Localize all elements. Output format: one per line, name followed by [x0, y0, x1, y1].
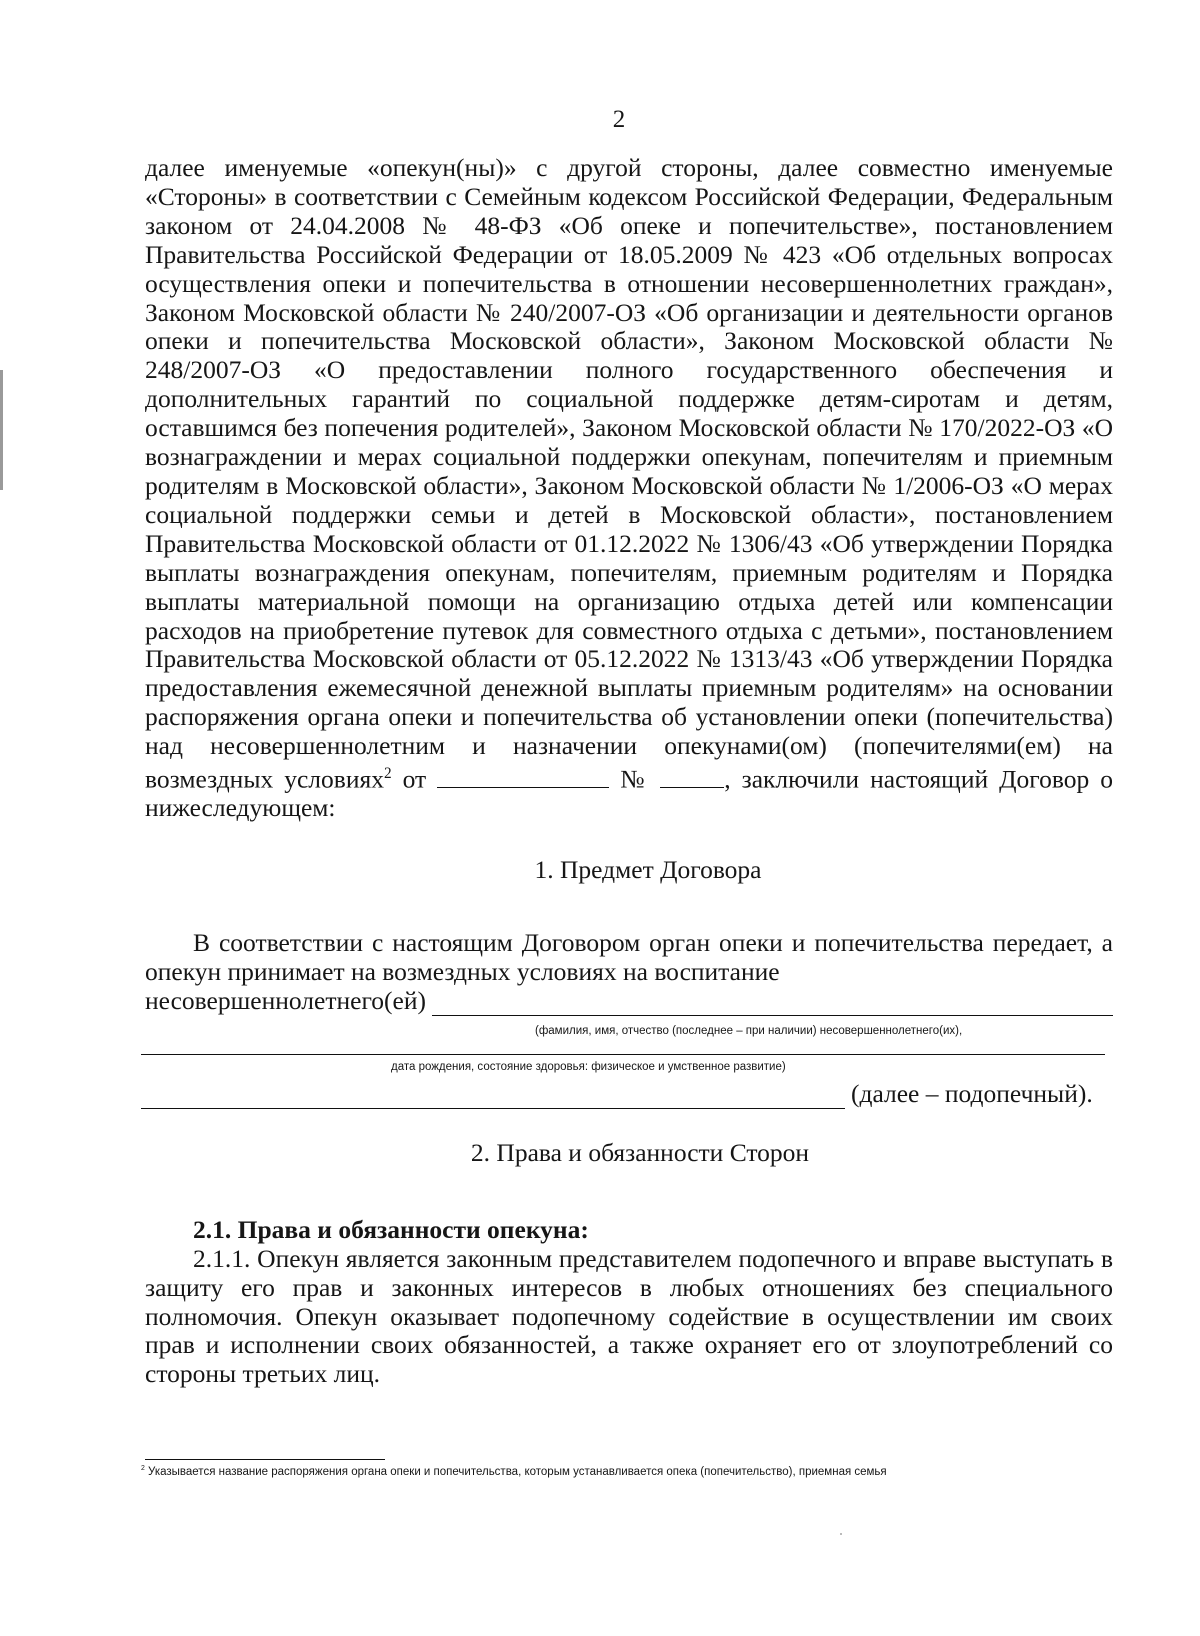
ward-tail: (далее – подопечный). — [851, 1078, 1093, 1108]
number-blank[interactable] — [660, 761, 724, 788]
ward-details-caption: дата рождения, состояние здоровья: физическое и умственное развитие) — [391, 1060, 786, 1073]
scan-edge-mark — [0, 370, 3, 490]
footnote — [141, 1466, 1141, 1478]
footnote-marker: 2 — [141, 1465, 145, 1473]
number-sign: № — [609, 764, 661, 794]
scan-speck — [840, 1533, 842, 1535]
date-blank[interactable] — [437, 761, 609, 788]
ward-final-line — [145, 1080, 1113, 1109]
document-body — [145, 154, 1113, 1389]
section-1-heading: 1. Предмет Договора — [534, 855, 762, 885]
ward-extra-blank[interactable] — [141, 1086, 845, 1109]
ward-details-blank[interactable] — [141, 1038, 1105, 1055]
ward-label: несовершеннолетнего(ей) — [145, 986, 426, 1016]
footnote-reference: 2 — [383, 765, 392, 783]
page-number: 2 — [612, 106, 626, 133]
section-1-text: В соответствии с настоящим Договором орган опеки и попечительства передает, а опекун принимает на возмездных условиях на воспитание — [145, 928, 1113, 987]
clause-2-1-1-text: 2.1.1. Опекун является законным представителем подопечного и вправе выступать в защиту его прав и законных интересов в любых отношениях без специального полномочия. Опекун оказывает подопечному содействие в осуществлении им своих прав и исполнении своих обязанностей, а также охраняет его от злоупотреблений со стороны третьих лиц. — [145, 1243, 1113, 1389]
section-1-paragraph — [145, 929, 1113, 987]
from-label: от — [391, 764, 438, 794]
section-2-heading: 2. Права и обязанности Сторон — [470, 1137, 810, 1167]
intro-tail: , заключили настоящий Договор о нижеследующем: — [145, 764, 1113, 823]
ward-name-caption: (фамилия, имя, отчество (последнее – при наличии) несовершеннолетнего(их), — [535, 1024, 963, 1037]
ward-line — [145, 987, 1113, 1016]
clause-2-1-1 — [145, 1245, 1113, 1390]
intro-paragraph — [145, 154, 1113, 823]
subsection-2-1-heading: 2.1. Права и обязанности опекуна: — [193, 1214, 589, 1244]
footnote-text: Указывается название распоряжения органа опеки и попечительства, которым устанавливается опека (попечительство), приемная семья — [144, 1466, 887, 1478]
footnote-divider — [145, 1459, 385, 1460]
ward-name-blank[interactable] — [432, 993, 1113, 1016]
intro-text: далее именуемые «опекун(ны)» с другой стороны, далее совместно именуемые «Стороны» в соответствии с Семейным кодексом Российской Федерации, Федеральным законом от 24.04.2008 № 48-ФЗ «Об опеке и попечительстве», постановлением Правительства Российской Федерации от 18.05.2009 № 423 «Об отдельных вопросах осуществления опеки и попечительства в отношении несовершеннолетних граждан», Законом Московской области № 240/2007-ОЗ «Об организации и деятельности органов опеки и попечительства Московской области», Законом Московской области № 248/2007-ОЗ «О предоставлении полного государственного обеспечения и дополнительных гарантий по социальной поддержке детям-сиротам и детям, оставшимся без попечения родителей», Законом Московской области № 170/2022-ОЗ «О вознаграждении и мерах социальной поддержки опекунам, попечителям и приемным родителям в Московской области», Законом Московской области № 1/2006-ОЗ «О мерах социальной поддержки семьи и детей в Московской области», постановлением Правительства Московской области от 01.12.2022 № 1306/43 «Об утверждении Порядка выплаты вознаграждения опекунам, попечителям, приемным родителям и Порядка выплаты материальной помощи на организацию отдыха детей или компенсации расходов на приобретение путевок для совместного отдыха с детьми», постановлением Правительства Московской области от 05.12.2022 № 1313/43 «Об утверждении Порядка предоставления ежемесячной денежной выплаты приемным родителям» на основании распоряжения органа опеки и попечительства об установлении опеки (попечительства) над несовершеннолетним и назначении опекунами(ом) (попечителями(ем) на возмездных условиях — [145, 153, 1113, 794]
